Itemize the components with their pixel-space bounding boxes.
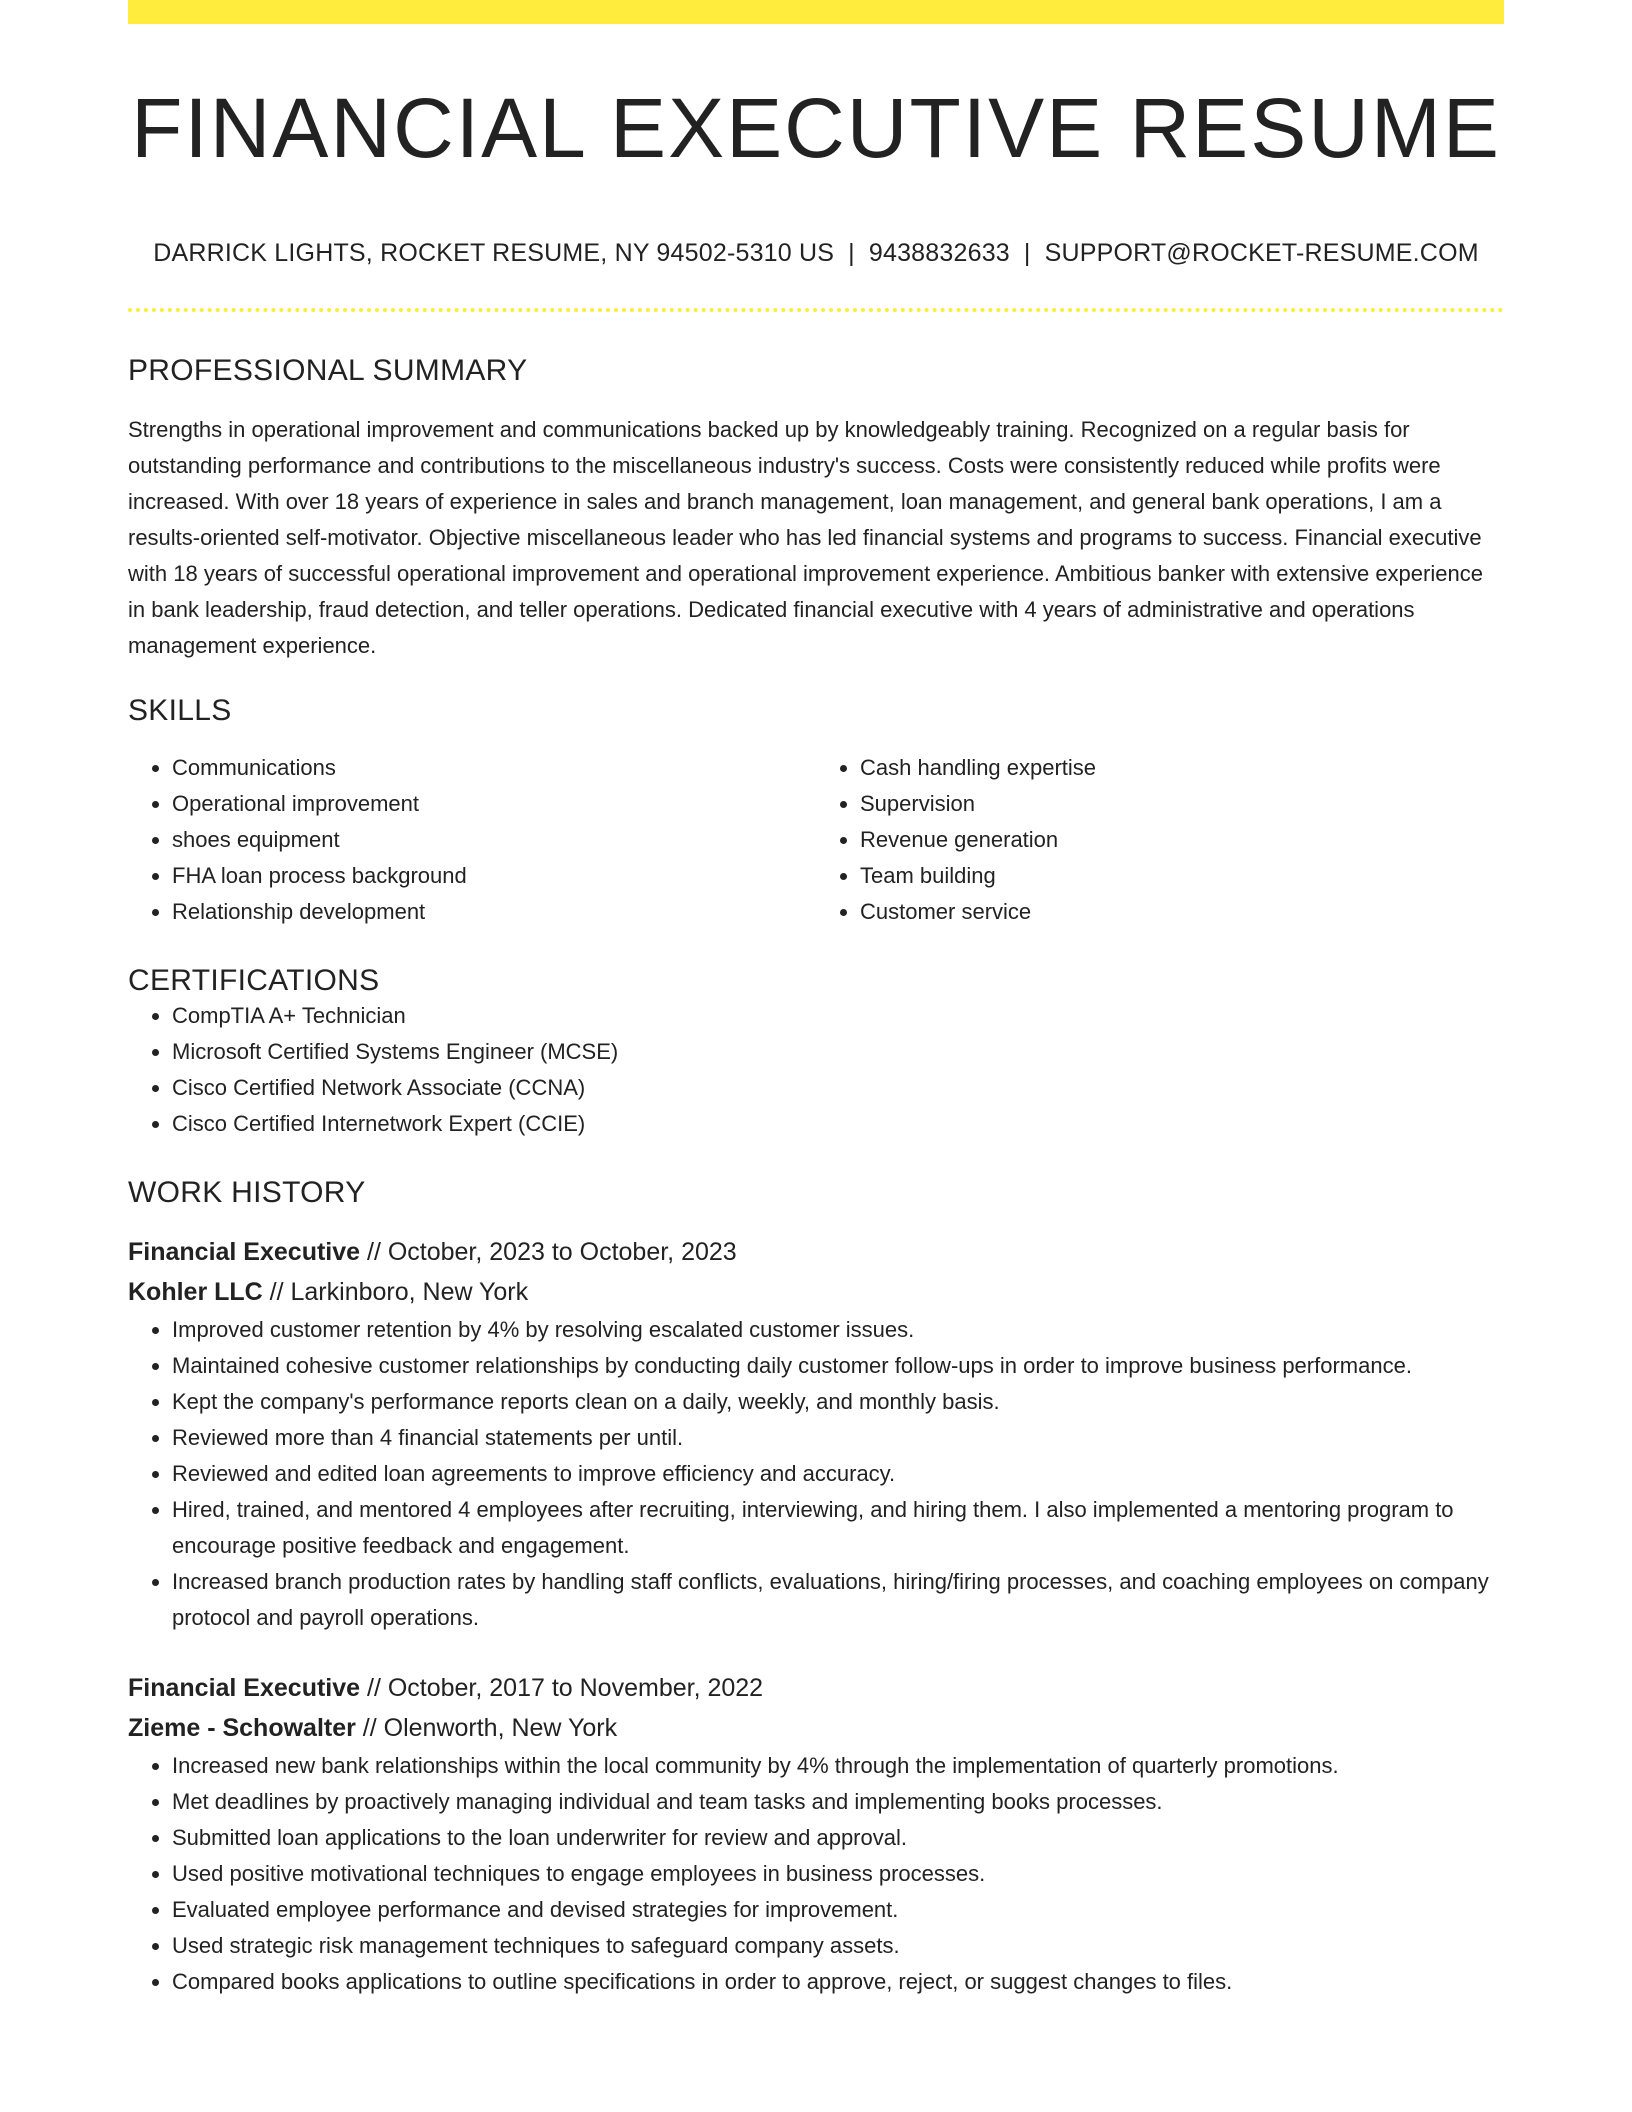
skill-item: • FHA loan process background xyxy=(172,858,816,894)
job-dates: // October, 2023 to October, 2023 xyxy=(360,1238,737,1267)
job-bullet: • Maintained cohesive customer relationships by conducting daily customer follow-ups in order to improve business performance. xyxy=(172,1348,1504,1384)
skill-item: • Customer service xyxy=(860,894,1504,930)
job-company-line xyxy=(128,1708,1504,1748)
job-title: Financial Executive xyxy=(128,1238,361,1267)
contact-address: DARRICK LIGHTS, ROCKET RESUME, NY 94502-5310 US xyxy=(153,239,835,268)
skill-item: • Communications xyxy=(172,750,816,786)
certifications-heading: CERTIFICATIONS xyxy=(128,964,380,998)
job-company: Zieme - Schowalter xyxy=(128,1714,356,1743)
resume-title: FINANCIAL EXECUTIVE RESUME xyxy=(131,81,1501,175)
contact-line xyxy=(128,238,1504,268)
job-bullet: • Submitted loan applications to the loan underwriter for review and approval. xyxy=(172,1820,1504,1856)
skill-item: • Team building xyxy=(860,858,1504,894)
job-entry xyxy=(128,1668,1504,2000)
job-title: Financial Executive xyxy=(128,1674,361,1703)
job-bullet: • Increased new bank relationships within the local community by 4% through the implementation of quarterly promotions. xyxy=(172,1748,1504,1784)
certification-item: • Cisco Certified Network Associate (CCNA) xyxy=(172,1070,1504,1106)
skills-heading: SKILLS xyxy=(128,694,232,728)
certification-item: • Microsoft Certified Systems Engineer (MCSE) xyxy=(172,1034,1504,1070)
skill-item: • shoes equipment xyxy=(172,822,816,858)
skills-list-left xyxy=(128,750,816,930)
job-bullet: • Compared books applications to outline specifications in order to approve, reject, or suggest changes to files. xyxy=(172,1964,1504,2000)
contact-phone: 9438832633 xyxy=(868,239,1010,268)
skill-item: • Supervision xyxy=(860,786,1504,822)
summary-heading: PROFESSIONAL SUMMARY xyxy=(128,354,528,388)
resume-page xyxy=(128,0,1504,2000)
job-bullet: • Reviewed and edited loan agreements to improve efficiency and accuracy. xyxy=(172,1456,1504,1492)
job-bullet: • Evaluated employee performance and devised strategies for improvement. xyxy=(172,1892,1504,1928)
job-bullet: • Met deadlines by proactively managing individual and team tasks and implementing books processes. xyxy=(172,1784,1504,1820)
job-title-line xyxy=(128,1668,1504,1708)
certification-item: • Cisco Certified Internetwork Expert (CCIE) xyxy=(172,1106,1504,1142)
job-bullet-list xyxy=(128,1748,1504,2000)
job-entry xyxy=(128,1232,1504,1636)
job-bullet: • Increased branch production rates by handling staff conflicts, evaluations, hiring/firing processes, and coaching employees on company protocol and payroll operations. xyxy=(172,1564,1504,1636)
job-location: // Olenworth, New York xyxy=(355,1714,618,1743)
job-company: Kohler LLC xyxy=(128,1278,263,1307)
work-history-heading: WORK HISTORY xyxy=(128,1176,366,1210)
job-bullet: • Used positive motivational techniques to engage employees in business processes. xyxy=(172,1856,1504,1892)
skill-item: • Relationship development xyxy=(172,894,816,930)
dotted-divider xyxy=(128,308,1504,312)
job-bullet: • Improved customer retention by 4% by resolving escalated customer issues. xyxy=(172,1312,1504,1348)
job-title-line xyxy=(128,1232,1504,1272)
skill-item: • Operational improvement xyxy=(172,786,816,822)
skill-item: • Revenue generation xyxy=(860,822,1504,858)
summary-text: Strengths in operational improvement and communications backed up by knowledgeably training. Recognized on a regular basis for outstanding performance and contributions to the miscellaneous industry's success. Costs were consistently reduced while profits were increased. With over 18 years of experience in sales and branch management, loan management, and general bank operations, I am a results-oriented self-motivator. Objective miscellaneous leader who has led financial systems and programs to success. Financial executive with 18 years of successful operational improvement and operational improvement experience. Ambitious banker with extensive experience in bank leadership, fraud detection, and teller operations. Dedicated financial executive with 4 years of administrative and operations management experience. xyxy=(128,417,1483,659)
job-bullet: • Reviewed more than 4 financial statements per until. xyxy=(172,1420,1504,1456)
skills-columns xyxy=(128,750,1504,930)
job-company-line xyxy=(128,1272,1504,1312)
top-accent-bar xyxy=(128,0,1504,24)
job-bullet-list xyxy=(128,1312,1504,1636)
job-location: // Larkinboro, New York xyxy=(262,1278,529,1307)
certification-item: • CompTIA A+ Technician xyxy=(172,998,1504,1034)
certifications-list xyxy=(128,998,1504,1142)
contact-email: SUPPORT@ROCKET-RESUME.COM xyxy=(1044,239,1479,268)
job-bullet: • Hired, trained, and mentored 4 employees after recruiting, interviewing, and hiring them. I also implemented a mentoring program to encourage positive feedback and engagement. xyxy=(172,1492,1504,1564)
contact-separator: | xyxy=(848,239,855,268)
job-bullet: • Used strategic risk management techniques to safeguard company assets. xyxy=(172,1928,1504,1964)
job-dates: // October, 2017 to November, 2022 xyxy=(360,1674,764,1703)
contact-separator: | xyxy=(1023,239,1031,268)
skills-list-right xyxy=(816,750,1504,930)
skill-item: • Cash handling expertise xyxy=(860,750,1504,786)
job-bullet: • Kept the company's performance reports clean on a daily, weekly, and monthly basis. xyxy=(172,1384,1504,1420)
